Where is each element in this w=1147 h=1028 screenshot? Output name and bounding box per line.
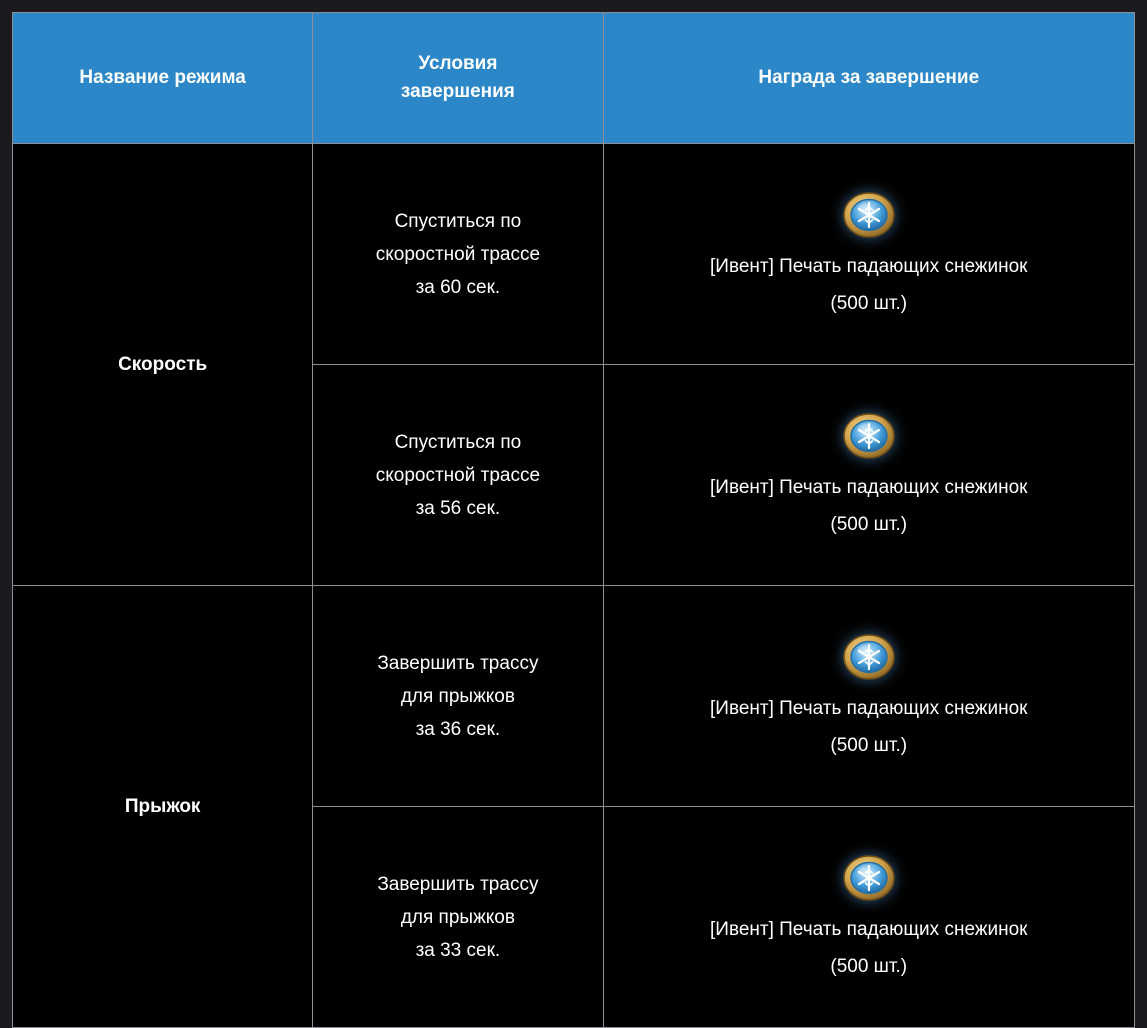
condition-line: Завершить трассу [377,873,539,895]
condition-line: Завершить трассу [377,652,539,674]
condition-line: Спуститься по [394,431,522,453]
snowflake-seal-coin-icon [842,630,896,684]
condition-line: за 36 сек. [415,718,501,740]
condition-line: Спуститься по [394,210,522,232]
condition-cell [313,807,603,1028]
condition-line: скоростной трассе [375,243,541,265]
reward-quantity: (500 шт.) [830,292,908,314]
header-completion-condition [313,13,603,144]
condition-line: для прыжков [400,685,515,707]
snowflake-seal-coin-icon [842,409,896,463]
table-row [13,144,1135,365]
event-reward-table [12,12,1135,1028]
reward-cell [603,365,1134,586]
condition-line: для прыжков [400,906,515,928]
condition-cell [313,144,603,365]
reward-quantity: (500 шт.) [830,955,908,977]
condition-line: за 60 сек. [415,276,501,298]
reward-cell [603,144,1134,365]
header-row [13,13,1135,144]
reward-quantity: (500 шт.) [830,513,908,535]
header-mode-name-line1: Название режима [79,67,246,88]
table-row [13,586,1135,807]
table-header [13,13,1135,144]
condition-cell [313,365,603,586]
mode-cell-jump: Прыжок [13,586,313,1028]
header-condition-line1: Условия [418,53,498,74]
condition-cell [313,586,603,807]
header-mode-name [13,13,313,144]
reward-name: [Ивент] Печать падающих снежинок [710,697,1028,719]
condition-line: за 33 сек. [415,939,501,961]
reward-name: [Ивент] Печать падающих снежинок [710,918,1028,940]
table-body [13,144,1135,1028]
header-completion-reward [603,13,1134,144]
condition-line: скоростной трассе [375,464,541,486]
snowflake-seal-coin-icon [842,851,896,905]
header-condition-line2: завершения [400,81,515,102]
mode-cell-speed: Скорость [13,144,313,586]
reward-name: [Ивент] Печать падающих снежинок [710,476,1028,498]
reward-quantity: (500 шт.) [830,734,908,756]
snowflake-seal-coin-icon [842,188,896,242]
reward-name: [Ивент] Печать падающих снежинок [710,255,1028,277]
header-reward-line1: Награда за завершение [758,67,980,88]
reward-cell [603,807,1134,1028]
reward-cell [603,586,1134,807]
condition-line: за 56 сек. [415,497,501,519]
